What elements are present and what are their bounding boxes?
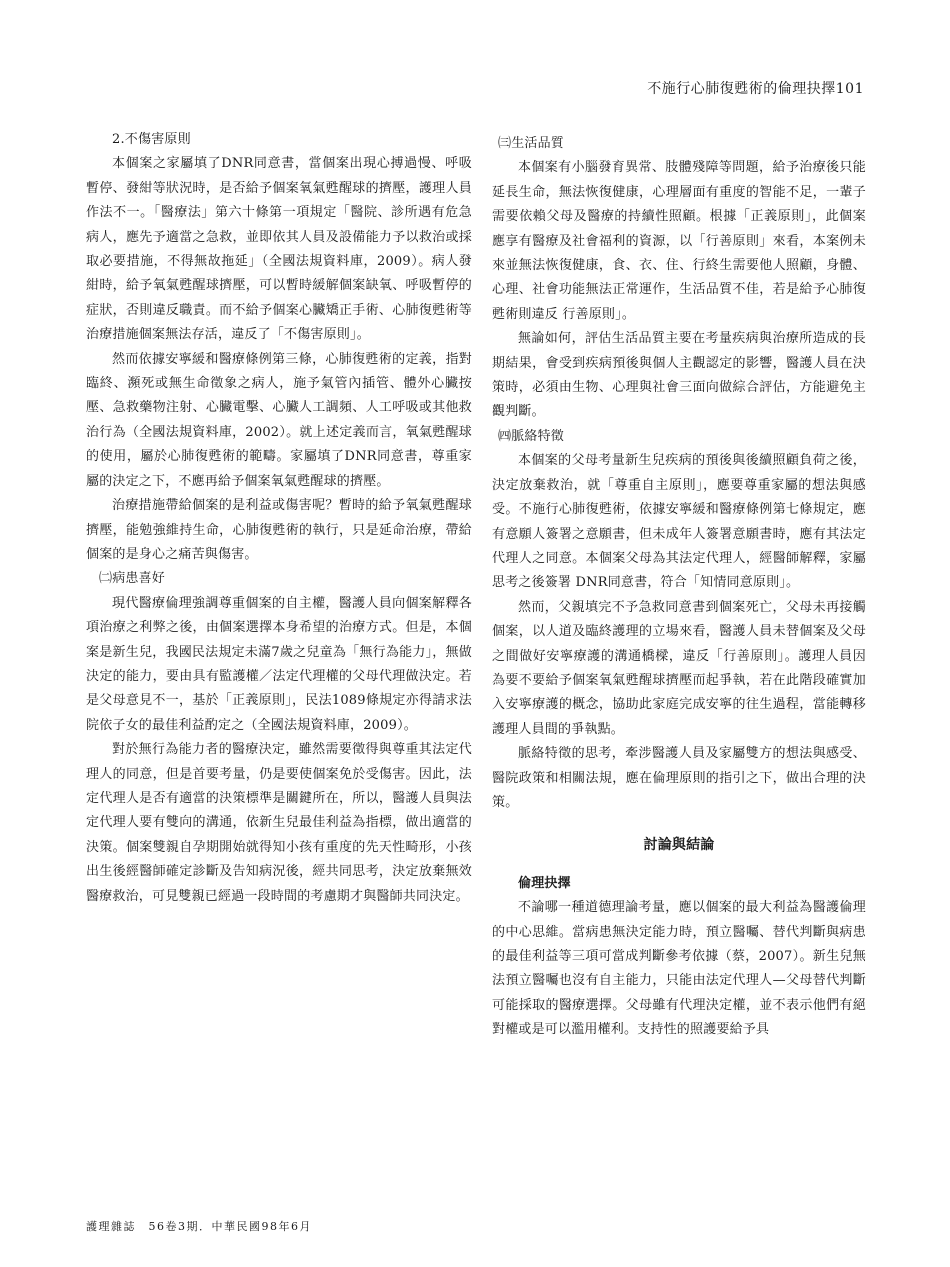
paragraph: 然而依據安寧緩和醫療條例第三條，心肺復甦術的定義，指對臨終、瀕死或無生命徵象之病人，施予氣管內插管、體外心臟按壓、急救藥物注射、心臟電擊、心臟人工調頻、人工呼吸或其他救治行為（全國法規資料庫，2002）。就上述定義而言，氧氣甦醒球的使用，屬於心肺復甦術的範疇。家屬填了DNR同意書，尊重家屬的決定之下，不應再給予個案氧氣甦醒球的擠壓。 [86, 351, 472, 489]
heading-contextual-features: ㈣脈絡特徵 [498, 428, 565, 444]
heading-non-maleficence: 2.不傷害原則 [112, 132, 191, 147]
paragraph: 對於無行為能力者的醫療決定，雖然需要徵得與尊重其法定代理人的同意，但是首要考量，仍是要使個案免於受傷害。因此，法定代理人是否有適當的決策標準是關鍵所在，所以，醫護人員與法定代理人要有雙向的溝通，依新生兒最佳利益為指標，做出適當的決策。個案雙親自孕期開始就得知小孩有重度的先天性畸形，小孩出生後經醫師確定診斷及告知病況後，經共同思考，決定放棄無效醫療救治，可見雙親已經過一段時間的考慮期才與醫師共同決定。 [86, 742, 472, 904]
paragraph: 脈絡特徵的思考，牽涉醫護人員及家屬雙方的想法與感受、醫院政策和相關法規，應在倫理原則的指引之下，做出合理的決策。 [492, 746, 866, 810]
paragraph: 不論哪一種道德理論考量，應以個案的最大利益為醫護倫理的中心思維。當病患無決定能力時，預立醫囑、替代判斷與病患的最佳利益等三項可當成判斷參考依據（蔡，2007）。新生兒無法預立醫囑也沒有自主能力，只能由法定代理人—父母替代判斷可能採取的醫療選擇。父母雖有代理決定權，並不表示他們有絕對權或是可以濫用權利。支持性的照護要給予具 [492, 900, 866, 1038]
paragraph: 無論如何，評估生活品質主要在考量疾病與治療所造成的長期結果，會受到疾病預後與個人主觀認定的影響，醫護人員在決策時，必須由生物、心理與社會三面向做綜合評估，方能避免主觀判斷。 [492, 331, 866, 420]
paragraph: 現代醫療倫理強調尊重個案的自主權，醫護人員向個案解釋各項治療之利弊之後，由個案選擇本身希望的治療方式。但是，本個案是新生兒，我國民法規定未滿7歲之兒童為「無行為能力」，無做決定的能力，要由具有監護權／法定代理權的父母代理做決定。若是父母意見不一，基於「正義原則」，民法1089條規定亦得請求法院依子女的最佳利益酌定之（全國法規資料庫，2009）。 [86, 595, 472, 733]
heading-quality-of-life: ㈢生活品質 [498, 136, 565, 151]
paragraph: 本個案之家屬填了DNR同意書，當個案出現心搏過慢、呼吸暫停、發紺等狀況時，是否給予個案氧氣甦醒球的擠壓，護理人員作法不一。「醫療法」第六十條第一項規定「醫院、診所遇有危急病人，應先予適當之急救，並即依其人員及設備能力予以救治或採取必要措施，不得無故拖延」（全國法規資料庫，2009）。病人發紺時，給予氧氣甦醒球擠壓，可以暫時緩解個案缺氧、呼吸暫停的症狀，否則違反職責。而不給予個案心臟矯正手術、心肺復甦術等治療措施個案無法存活，違反了「不傷害原則」。 [86, 156, 472, 343]
paragraph: 本個案有小腦發育異常、肢體殘障等問題，給予治療後只能延長生命，無法恢復健康，心理層面有重度的智能不足，一輩子需要依賴父母及醫療的持續性照顧。根據「正義原則」，此個案應享有醫療及社會福利的資源，以「行善原則」來看，本案例未來並無法恢復健康，食、衣、住、行終生需要他人照顧，身體、心理、社會功能無法正常運作，生活品質不佳，若是給予心肺復甦術則違反 行善原則」。 [492, 160, 866, 322]
section-title-discussion: 討論與結論 [643, 837, 715, 854]
right-column [492, 132, 866, 1043]
journal-footer: 護理雜誌 56卷3期．中華民國98年6月 [86, 1220, 312, 1233]
paragraph: 本個案的父母考量新生兒疾病的預後與後續照顧負荷之後，決定放棄救治，就「尊重自主原則」，應要尊重家屬的想法與感受。不施行心肺復甦術，依據安寧緩和醫療條例第七條規定，應有意願人簽署之意願書，但未成年人簽署意願書時，應有其法定代理人之同意。本個案父母為其法定代理人，經醫師解釋，家屬思考之後簽署 DNR同意書，符合「知情同意原則」。 [492, 453, 866, 591]
left-column [86, 128, 472, 909]
paragraph: 治療措施帶給個案的是利益或傷害呢？暫時的給予氧氣甦醒球擠壓，能勉強維持生命，心肺復甦術的執行，只是延命治療，帶給個案的是身心之痛苦與傷害。 [86, 498, 472, 562]
paragraph: 然而，父親填完不予急救同意書到個案死亡，父母未再接觸個案，以人道及臨終護理的立場來看，醫護人員未替個案及父母之間做好安寧療護的溝通橋樑，違反「行善原則」。護理人員因為要不要給予個案氧氣甦醒球擠壓而起爭執，若在此階段確實加入安寧療護的概念，協助此家庭完成安寧的往生過程，當能轉移護理人員間的爭執點。 [492, 599, 866, 737]
subsection-title-ethical-decision: 倫理抉擇 [518, 875, 571, 891]
heading-patient-preference: ㈡病患喜好 [99, 571, 166, 587]
running-header: 不施行心肺復甦術的倫理抉擇101 [647, 81, 864, 97]
